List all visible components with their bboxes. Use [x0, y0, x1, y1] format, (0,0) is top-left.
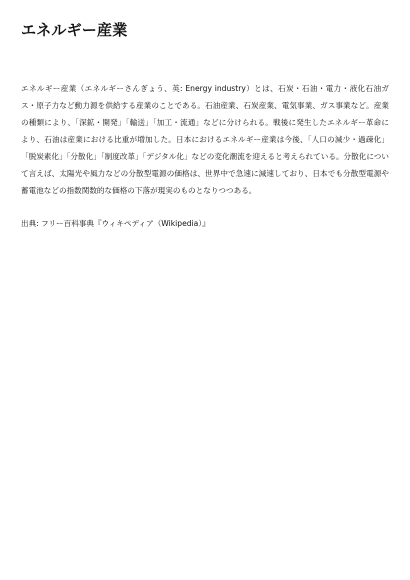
- article-body: エネルギー産業（エネルギーさんぎょう、英: Energy industry）とは、石炭・石油・電力・液化石油ガス・原子力など動力源を供給する産業のことである。石油産業、石炭産業、電気事業、ガス事業など。産業の種類により、「深鉱・開発」「輸送」「加工・流通」などに分けられる。戦後に発生したエネルギー革命により、石油は産業における比重が増加した。日本におけるエネルギー産業は今後、「人口の減少・過疎化」「脱炭素化」「分散化」「制度改革」「デジタル化」などの変化潮流を迎えると考えられている。分散化について言えば、太陽光や風力などの分散型電源の価格は、世界中で急速に減速しており、日本でも分散型電源や蓄電池などの指数関数的な価格の下落が現実のものとなりつつある。: [21, 84, 389, 195]
- page-title: エネルギー産業: [21, 21, 128, 39]
- source-citation: 出典: フリー百科事典『ウィキペディア（Wikipedia）』: [21, 219, 210, 228]
